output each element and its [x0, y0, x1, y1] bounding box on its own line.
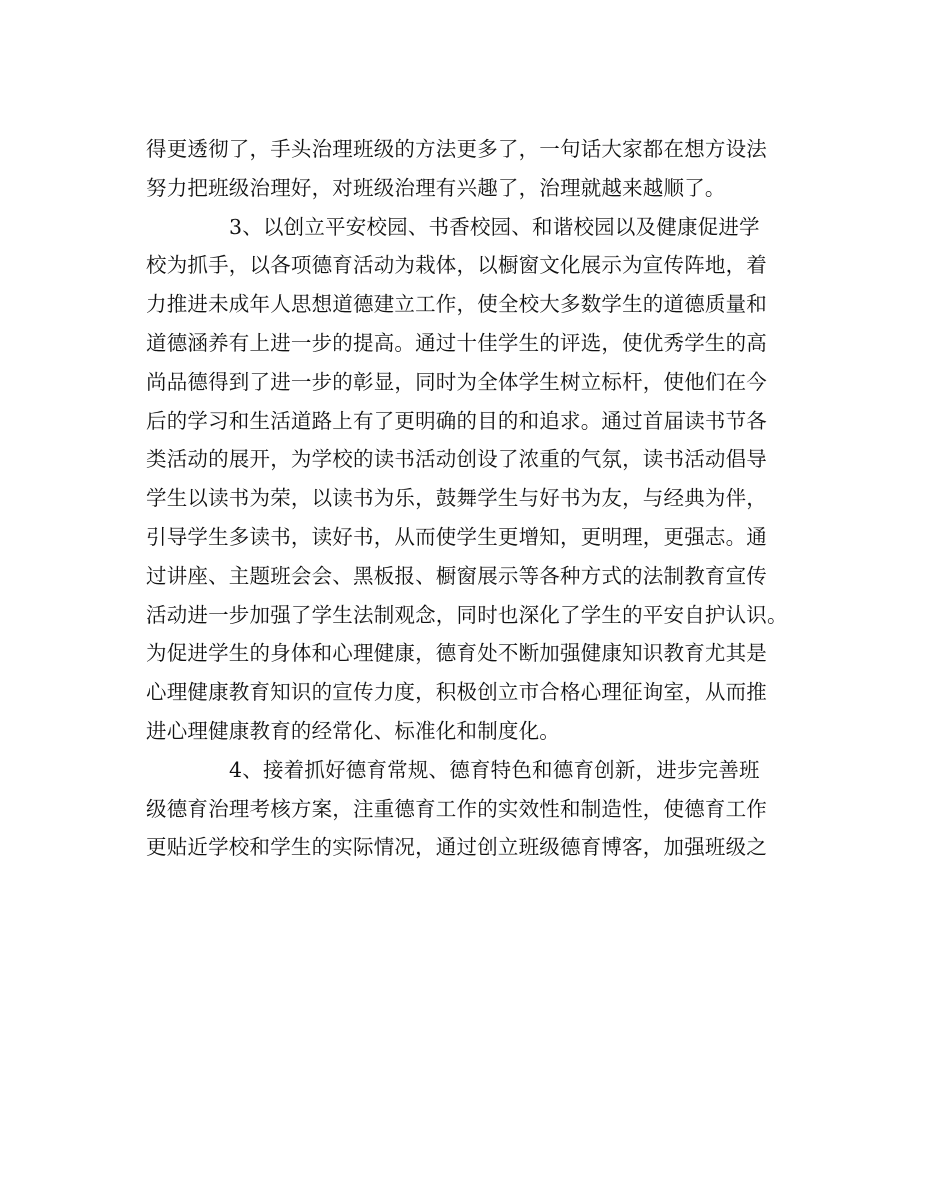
text-line: 道德涵养有上进一步的提高。通过十佳学生的评选，使优秀学生的高	[146, 330, 767, 355]
text-line: 为促进学生的身体和心理健康，德育处不断加强健康知识教育尤其是	[146, 641, 767, 666]
text-line: 校为抓手，以各项德育活动为栽体，以橱窗文化展示为宣传阵地，着	[146, 253, 767, 278]
text-line: 得更透彻了，手头治理班级的方法更多了，一句话大家都在想方设法	[146, 137, 767, 161]
text-line: 类活动的展开，为学校的读书活动创设了浓重的气氛，读书活动倡导	[146, 447, 767, 472]
text-line: 级德育治理考核方案，注重德育工作的实效性和制造性，使德育工作	[146, 796, 767, 821]
text-line: 活动进一步加强了学生法制观念，同时也深化了学生的平安自护认识。	[146, 602, 788, 627]
text-line: 努力把班级治理好，对班级治理有兴趣了，治理就越来越顺了。	[146, 175, 726, 200]
text-line: 更贴近学校和学生的实际情况，通过创立班级德育博客，加强班级之	[146, 835, 767, 860]
text-line: 引导学生多读书，读好书，从而使学生更增知，更明理，更强志。通	[146, 524, 767, 549]
paragraph-4-start: 4、接着抓好德育常规、德育特色和德育创新，进步完善班	[229, 757, 760, 782]
text-line: 过讲座、主题班会会、黑板报、橱窗展示等各种方式的法制教育宣传	[146, 563, 767, 588]
text-line: 学生以读书为荣，以读书为乐，鼓舞学生与好书为友，与经典为伴，	[146, 486, 767, 511]
document-body	[146, 130, 846, 867]
paragraph-3-start: 3、以创立平安校园、书香校园、和谐校园以及健康促进学	[229, 214, 760, 239]
text-line: 心理健康教育知识的宣传力度，积极创立市合格心理征询室，从而推	[146, 680, 767, 705]
text-line: 进心理健康教育的经常化、标准化和制度化。	[146, 718, 560, 743]
text-line: 后的学习和生活道路上有了更明确的目的和追求。通过首届读书节各	[146, 408, 767, 433]
text-line: 尚品德得到了进一步的彰显，同时为全体学生树立标杆，使他们在今	[146, 369, 767, 394]
text-line: 力推进未成年人思想道德建立工作，使全校大多数学生的道德质量和	[146, 292, 767, 317]
